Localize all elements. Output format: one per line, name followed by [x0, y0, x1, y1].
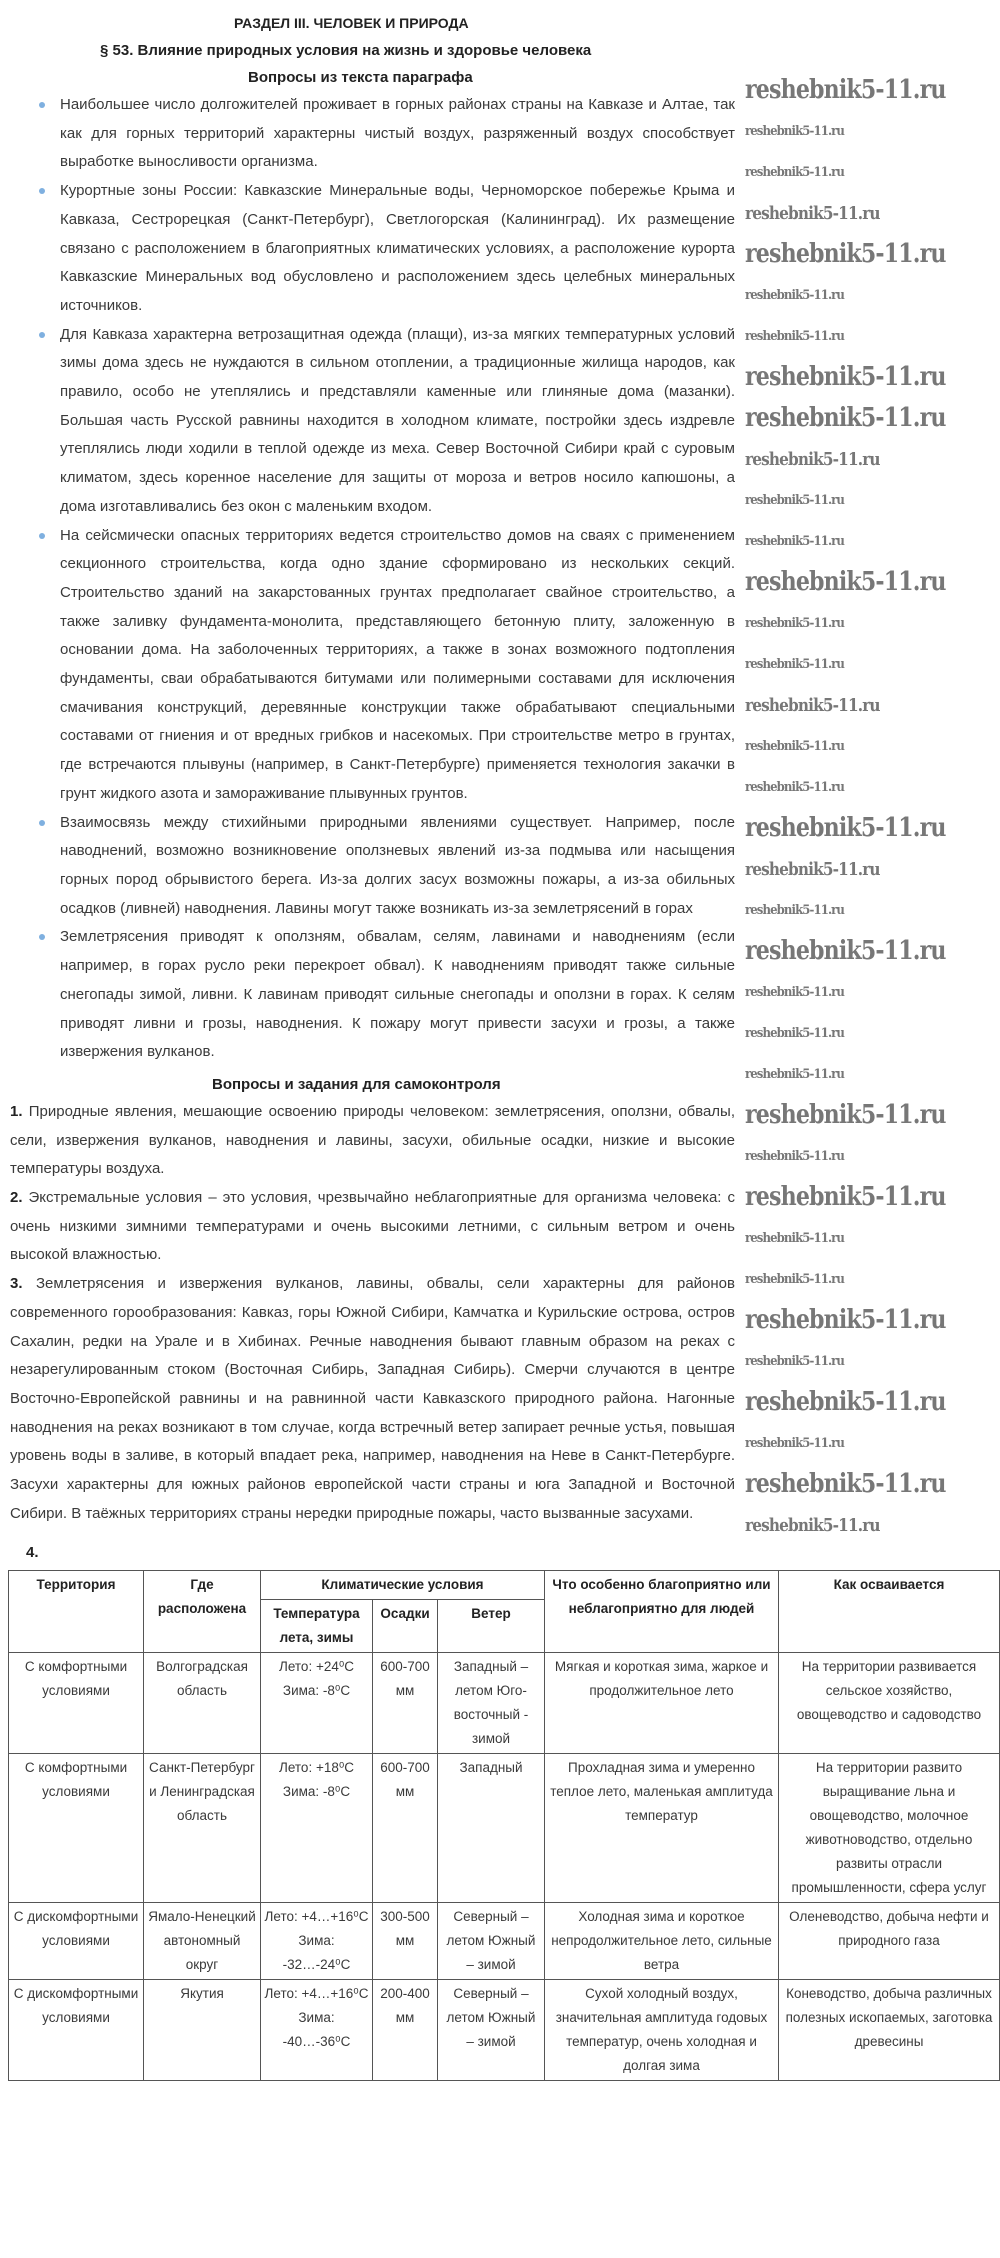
answer-number: 1.: [10, 1102, 23, 1120]
watermark: reshebnik5-11.ru: [745, 329, 845, 344]
cell-wind: Северный – летом Южный – зимой: [438, 1980, 545, 2081]
bullet-icon: [39, 533, 45, 539]
cell-favorable: Мягкая и короткая зима, жаркое и продолжительное лето: [545, 1653, 779, 1754]
watermark: reshebnik5-11.ru: [745, 203, 880, 224]
watermark: reshebnik5-11.ru: [745, 1272, 845, 1287]
section-title: РАЗДЕЛ III. ЧЕЛОВЕК И ПРИРОДА: [234, 15, 469, 31]
cell-how: На территории развито выращивание льна и овощеводство, молочное животноводство, отдельно развиты отрасли промышленности, сфера услуг: [779, 1754, 1000, 1903]
list-item: [60, 522, 735, 809]
watermark: reshebnik5-11.ru: [745, 1354, 845, 1369]
watermark: reshebnik5-11.ru: [745, 657, 845, 672]
header-favorable: Что особенно благоприятно или неблагоприятно для людей: [545, 1571, 779, 1653]
cell-where: Волгоградская область: [144, 1653, 261, 1754]
watermark: reshebnik5-11.ru: [745, 449, 880, 470]
header-territory: Территория: [9, 1571, 144, 1653]
bullet-icon: [39, 332, 45, 338]
answer-item: [10, 1184, 735, 1270]
cell-territory: С комфортными условиями: [9, 1653, 144, 1754]
cell-temp: Лето: +4…+16⁰C Зима: -32…-24⁰C: [261, 1903, 373, 1980]
cell-temp: Лето: +4…+16⁰C Зима: -40…-36⁰C: [261, 1980, 373, 2081]
watermark: reshebnik5-11.ru: [745, 362, 946, 392]
watermark: reshebnik5-11.ru: [745, 288, 845, 303]
table-row: [9, 1903, 1000, 1980]
cell-territory: С дискомфортными условиями: [9, 1903, 144, 1980]
watermark: reshebnik5-11.ru: [745, 859, 880, 880]
watermark: reshebnik5-11.ru: [745, 985, 845, 1000]
answer-text: Экстремальные условия – это условия, чрезвычайно неблагоприятные для организма человека: с очень низкими зимними температурами и очень высокими летними, с сильным ветром и очень высокой влажностью.: [10, 1189, 735, 1264]
list-item: [60, 91, 735, 177]
header-how: Как осваивается: [779, 1571, 1000, 1653]
watermark: reshebnik5-11.ru: [745, 936, 946, 966]
list-item: [60, 809, 735, 924]
table-row: [9, 1980, 1000, 2081]
watermark: reshebnik5-11.ru: [745, 493, 845, 508]
watermark: reshebnik5-11.ru: [745, 1100, 946, 1130]
watermark: reshebnik5-11.ru: [745, 1515, 880, 1536]
table-row: [9, 1653, 1000, 1754]
bullet-list: [60, 91, 735, 1067]
cell-precip: 600-700 мм: [373, 1754, 438, 1903]
subheading-self-control: Вопросы и задания для самоконтроля: [212, 1075, 501, 1093]
bullet-icon: [39, 188, 45, 194]
watermark: reshebnik5-11.ru: [745, 1231, 845, 1246]
watermark: reshebnik5-11.ru: [745, 239, 946, 269]
cell-where: Ямало-Ненецкий автономный округ: [144, 1903, 261, 1980]
list-item-text: Взаимосвязь между стихийными природными явлениями существует. Например, после наводнений, возможно возникновение оползневых явлений из-за подмыва или насыщения горных пород обрывистого берега. Из-за долгих засух возможны пожары, а из-за обильных осадков (ливней) наводнения. Лавины могут также возникать из-за землетрясений в горах: [60, 813, 735, 917]
climate-table: [8, 1570, 1000, 2081]
header-climate: Климатические условия: [261, 1571, 545, 1600]
table-header-row: [9, 1571, 1000, 1600]
watermark: reshebnik5-11.ru: [745, 534, 845, 549]
watermark: reshebnik5-11.ru: [745, 1469, 946, 1499]
watermark: reshebnik5-11.ru: [745, 616, 845, 631]
cell-where: Санкт-Петербург и Ленинградская область: [144, 1754, 261, 1903]
cell-favorable: Сухой холодный воздух, значительная амплитуда годовых температур, очень холодная и долгая зима: [545, 1980, 779, 2081]
header-wind: Ветер: [438, 1600, 545, 1653]
cell-precip: 600-700 мм: [373, 1653, 438, 1754]
cell-territory: С комфортными условиями: [9, 1754, 144, 1903]
cell-temp: Лето: +18⁰C Зима: -8⁰C: [261, 1754, 373, 1903]
watermark: reshebnik5-11.ru: [745, 403, 946, 433]
watermark: reshebnik5-11.ru: [745, 1436, 845, 1451]
watermark: reshebnik5-11.ru: [745, 1387, 946, 1417]
bullet-icon: [39, 820, 45, 826]
list-item: [60, 321, 735, 522]
cell-wind: Западный – летом Юго-восточный - зимой: [438, 1653, 545, 1754]
header-precip: Осадки: [373, 1600, 438, 1653]
cell-wind: Западный: [438, 1754, 545, 1903]
answers-list: [10, 1098, 735, 1529]
cell-favorable: Прохладная зима и умеренно теплое лето, маленькая амплитуда температур: [545, 1754, 779, 1903]
list-item-text: Для Кавказа характерна ветрозащитная одежда (плащи), из-за мягких температурных условий зимы дома здесь не нуждаются в сильном отоплении, а традиционные жилища народов, как правило, особо не утеплялись и представляли каменные или глиняные дома (мазанки). Большая часть Русской равнины находится в холодном климате, постройки здесь издревле утеплялись люди ходили в теплой одежде из меха. Север Восточной Сибири край с суровым климатом, здесь коренное население для защиты от мороза и ветров носило капюшоны, а дома изготавливались без окон с маленьким входом.: [60, 325, 735, 515]
watermark: reshebnik5-11.ru: [745, 1026, 845, 1041]
answer-text: Природные явления, мешающие освоению природы человеком: землетрясения, оползни, обвалы, сели, извержения вулканов, наводнения и лавины, засухи, обильные осадки, низкие и высокие температуры воздуха.: [10, 1102, 735, 1178]
subheading-text-questions: Вопросы из текста параграфа: [248, 69, 473, 86]
cell-precip: 300-500 мм: [373, 1903, 438, 1980]
watermark: reshebnik5-11.ru: [745, 903, 845, 918]
cell-how: На территории развивается сельское хозяйство, овощеводство и садоводство: [779, 1653, 1000, 1754]
watermark: reshebnik5-11.ru: [745, 1305, 946, 1335]
answer-item: [10, 1098, 735, 1184]
cell-how: Оленеводство, добыча нефти и природного газа: [779, 1903, 1000, 1980]
cell-temp: Лето: +24⁰C Зима: -8⁰C: [261, 1653, 373, 1754]
watermark-column: [745, 70, 1000, 1546]
list-item: [60, 177, 735, 321]
list-item-text: На сейсмически опасных территориях ведется строительство домов на сваях с применением секционного строительства, когда одно здание сформировано из нескольких секций. Строительство зданий на закарстованных грунтах предполагает свайное строительство, а также заливку фундамента-монолита, представляющего бетонную плиту, заложенную в основании дома. На заболоченных территориях, а также в зонах возможного подтопления фундаменты, сваи обрабатываются битумами или полимерными составами для исключения смачивания конструкций, деревянные конструкции также обрабатывают специальными составами от гниения и от вредных грибков и насекомых. При строительстве метро в грунтах, где встречаются плывуны (например, в Санкт-Петербурге) применяется технология закачки в грунт жидкого азота и замораживание плывунных грунтов.: [60, 526, 735, 802]
watermark: reshebnik5-11.ru: [745, 1067, 845, 1082]
bullet-icon: [39, 934, 45, 940]
list-item-text: Курортные зоны России: Кавказские Минеральные воды, Черноморское побережье Крыма и Кавказа, Сестрорецкая (Санкт-Петербург), Светлогорская (Калининград). Их размещение связано с расположением в благоприятных климатических условиях, а расположение курорта Кавказские Минеральных вод обусловлено и расположением здесь целебных минеральных источников.: [60, 182, 735, 314]
header-temp: Температура лета, зимы: [261, 1600, 373, 1653]
watermark: reshebnik5-11.ru: [745, 124, 845, 139]
cell-favorable: Холодная зима и короткое непродолжительное лето, сильные ветра: [545, 1903, 779, 1980]
paragraph-title: § 53. Влияние природных условия на жизнь и здоровье человека: [100, 42, 592, 59]
cell-territory: С дискомфортными условиями: [9, 1980, 144, 2081]
watermark: reshebnik5-11.ru: [745, 695, 880, 716]
cell-wind: Северный – летом Южный – зимой: [438, 1903, 545, 1980]
watermark: reshebnik5-11.ru: [745, 75, 946, 105]
watermark: reshebnik5-11.ru: [745, 1149, 845, 1164]
answer-number: 3.: [10, 1275, 23, 1293]
watermark: reshebnik5-11.ru: [745, 813, 946, 843]
watermark: reshebnik5-11.ru: [745, 567, 946, 597]
list-item-text: Землетрясения приводят к оползням, обвалам, селям, лавинами и наводнениям (если например, в горах русло реки перекроет обвал). К наводнениям приводят также сильные снегопады зимой, ливни. К лавинам приводят сильные снегопады и оползни в горах. К селям приводят ливни и грозы, наводнения. К пожару могут привести засухи и грозы, а также извержения вулканов.: [60, 928, 735, 1061]
bullet-icon: [39, 102, 45, 108]
answer-text: Землетрясения и извержения вулканов, лавины, обвалы, сели характерны для районов современного горообразования: Кавказ, горы Южной Сибири, Камчатка и Курильские острова, остров Сахалин, редки на Урале и в Хибинах. Речные наводнения бывают главным образом на реках с незарегулированным стоком (Восточная Сибирь, Западная Сибирь). Смерчи случаются в центре Восточно-Европейской равнины и на равнинной части Кавказского природного района. Нагонные наводнения на реках возникают в том случае, когда встречный ветер запирает речные устья, повышая уровень воды в заливе, в который впадает река, например, наводнения на Неве в Санкт-Петербурге. Засухи характерны для южных районов европейской части страны и юга Западной и Восточной Сибири. В таёжных территориях страны нередки природные пожары, часто вызванные засухами.: [10, 1275, 735, 1522]
answer-item: [10, 1270, 735, 1528]
cell-how: Коневодство, добыча различных полезных ископаемых, заготовка древесины: [779, 1980, 1000, 2081]
header-where: Где расположена: [144, 1571, 261, 1653]
list-item-text: Наибольшее число долгожителей проживает в горных районах страны на Кавказе и Алтае, так как для горных территорий характерны чистый воздух, разряженный воздух способствует выработке выносливости организма.: [60, 96, 735, 171]
table-row: [9, 1754, 1000, 1903]
answer-number: 2.: [10, 1189, 23, 1207]
list-item: [60, 923, 735, 1067]
cell-precip: 200-400 мм: [373, 1980, 438, 2081]
answer-number-4: 4.: [26, 1544, 39, 1562]
watermark: reshebnik5-11.ru: [745, 165, 845, 180]
cell-where: Якутия: [144, 1980, 261, 2081]
watermark: reshebnik5-11.ru: [745, 739, 845, 754]
watermark: reshebnik5-11.ru: [745, 1182, 946, 1212]
watermark: reshebnik5-11.ru: [745, 780, 845, 795]
